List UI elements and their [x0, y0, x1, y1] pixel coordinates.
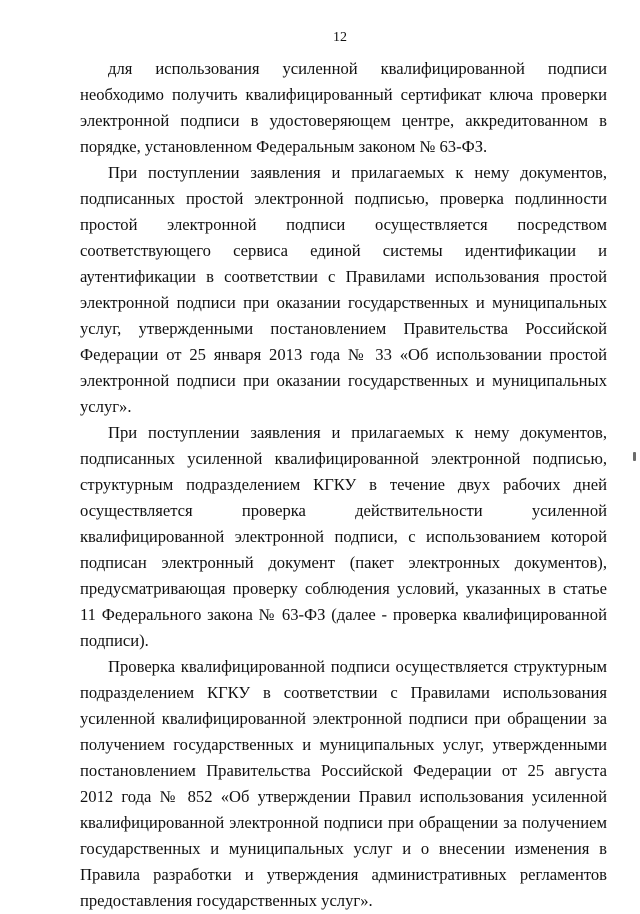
paragraph-qualified-signature-rules: Проверка квалифицированной подписи осуществляется структурным подразделением КГКУ в соответствии с Правилами использования усиленной квалифицированной электронной подписи при обращении за получением государственных и муниципальных услуг, утвержденными постановлением Правительства Российской Федерации от 25 августа 2012 года № 852 «Об утверждении Правил использования усиленной квалифицированной электронной подписи при обращении за получением государственных и муниципальных услуг и о внесении изменения в Правила разработки и утверждения административных регламентов предоставления государственных услуг». — [80, 657, 607, 910]
paragraph-qualified-signature-check: При поступлении заявления и прилагаемых к нему документов, подписанных усиленной квалифицированной электронной подписью, структурным подразделением КГКУ в течение двух рабочих дней осуществляется проверка действительности усиленной квалифицированной электронной подписи, с использованием которой подписан электронный документ (пакет электронных документов), предусматривающая проверку соблюдения условий, указанных в статье 11 Федерального закона № 63-ФЗ (далее - проверка квалифицированной подписи). — [80, 423, 607, 650]
paragraph-simple-signature: При поступлении заявления и прилагаемых к нему документов, подписанных простой электронной подписью, проверка подлинности простой электронной подписи осуществляется посредством соответствующего сервиса единой системы идентификации и аутентификации в соответствии с Правилами использования простой электронной подписи при оказании государственных и муниципальных услуг, утвержденными постановлением Правительства Российской Федерации от 25 января 2013 года № 33 «Об использовании простой электронной подписи при оказании государственных и муниципальных услуг». — [80, 163, 607, 416]
page-number: 12 — [333, 30, 347, 45]
document-body — [80, 56, 607, 914]
paragraph-continuation: для использования усиленной квалифицированной подписи необходимо получить квалифицированный сертификат ключа проверки электронной подписи в удостоверяющем центре, аккредитованном в порядке, установленном Федеральным законом № 63-ФЗ. — [80, 59, 607, 156]
scan-artifact — [633, 452, 636, 461]
